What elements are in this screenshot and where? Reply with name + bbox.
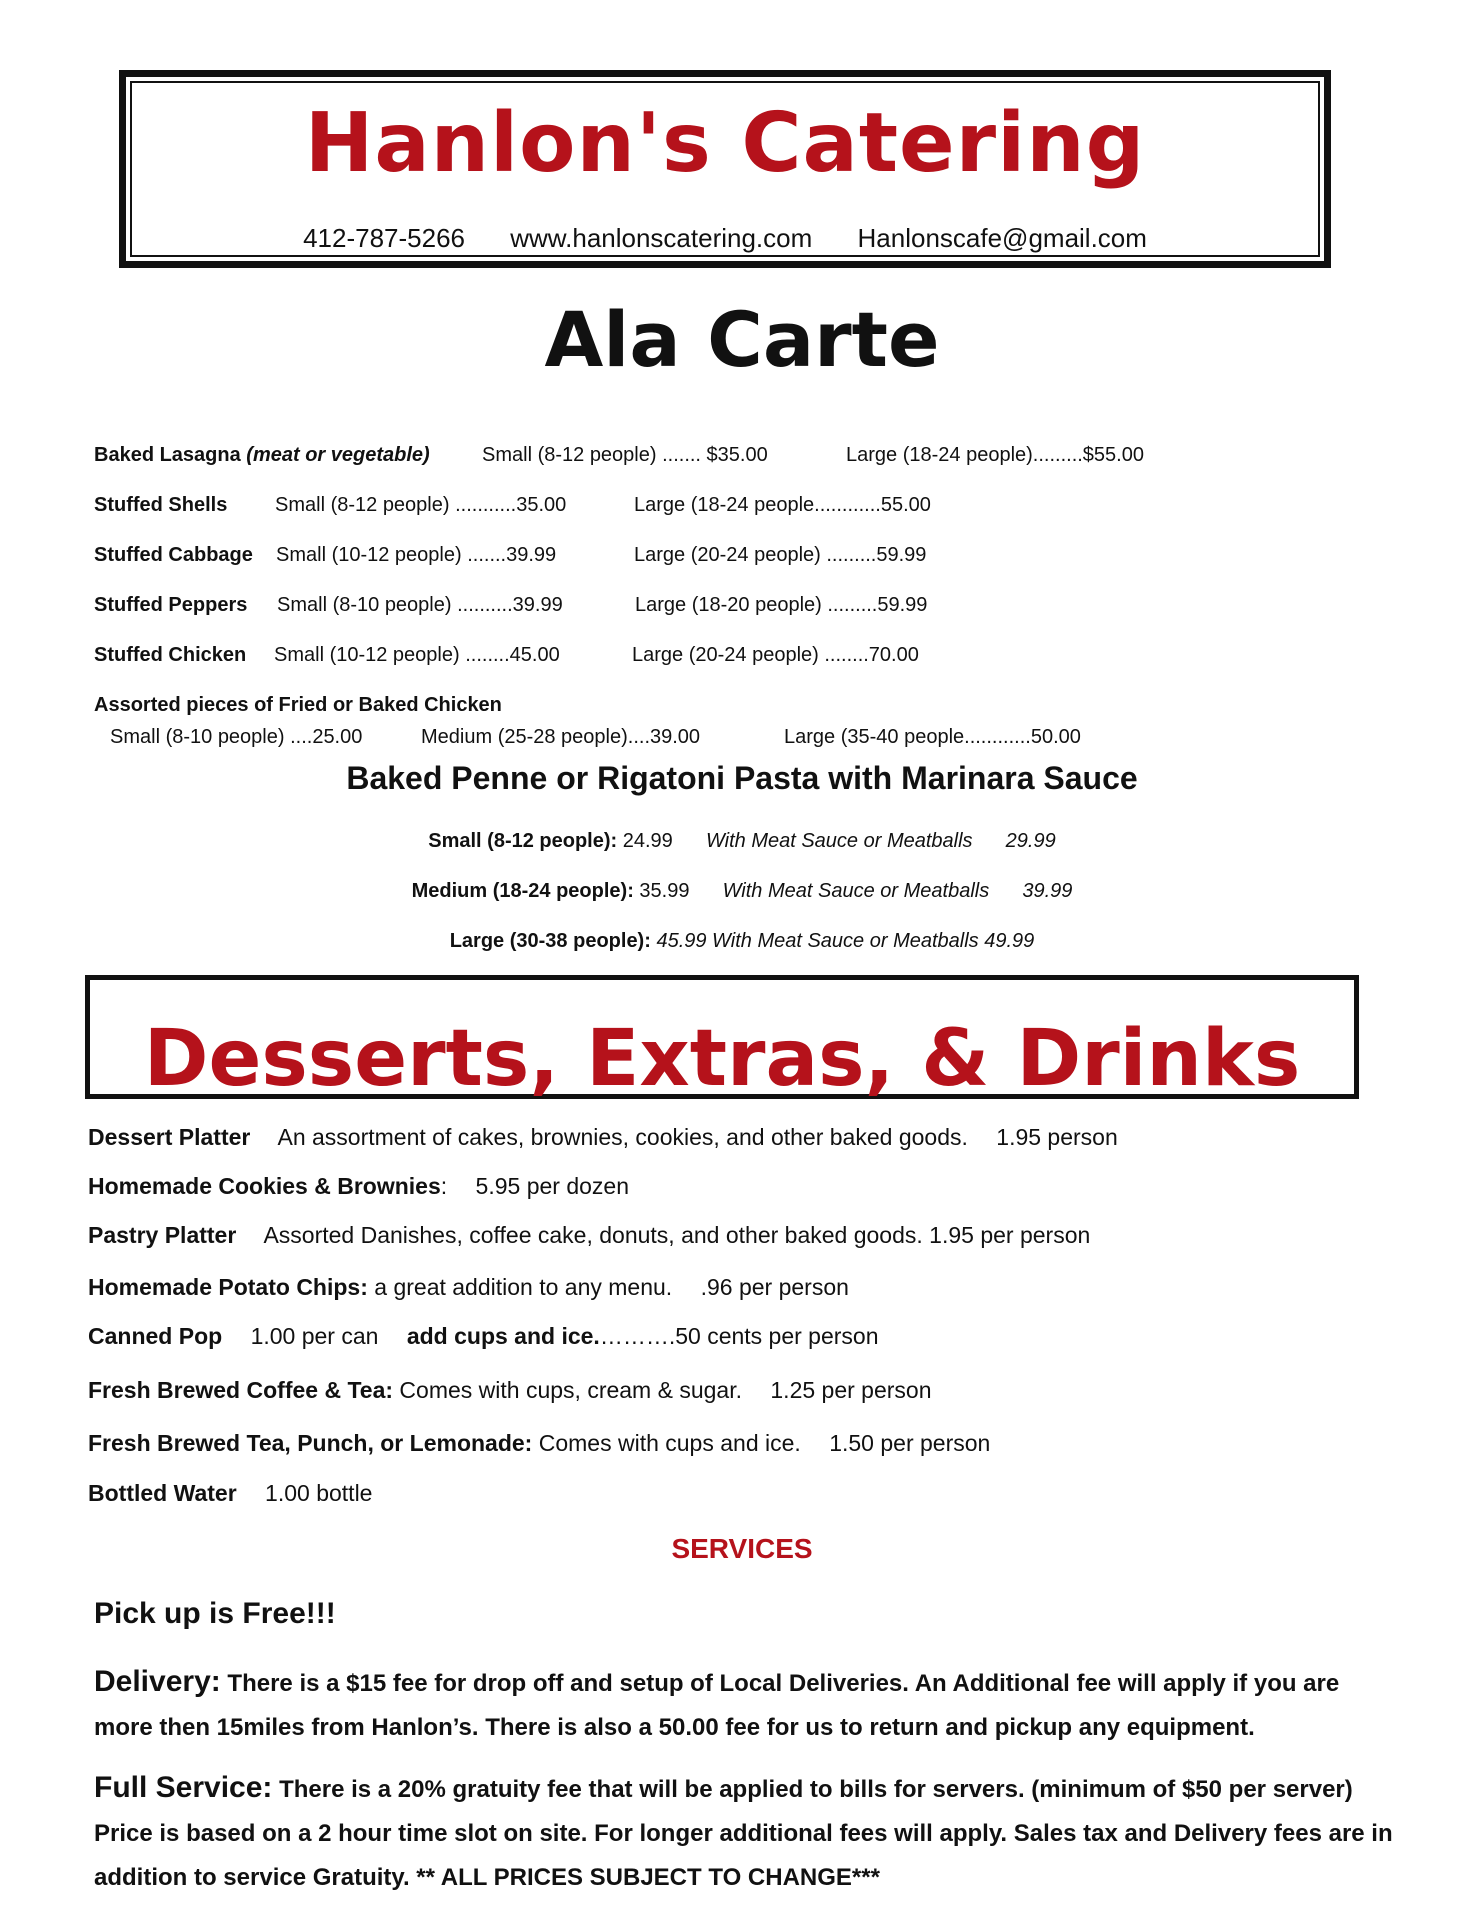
fried-small: Small (8-10 people) ....25.00: [110, 726, 363, 748]
fried-medium: Medium (25-28 people)....39.00: [421, 726, 701, 748]
tea-row: [88, 1430, 990, 1457]
pasta-large-label: Large (30-38 people):: [449, 930, 651, 952]
pasta-medium-label: Medium (18-24 people):: [411, 880, 634, 902]
website-link[interactable]: www.hanlonscatering.com: [510, 223, 813, 253]
item-price: 1.95 per person: [929, 1222, 1091, 1248]
pasta-large-rest: 45.99 With Meat Sauce or Meatballs 49.99: [656, 930, 1035, 952]
item-name: Bottled Water: [88, 1480, 237, 1506]
delivery-text: There is a $15 fee for drop off and setup of Local Deliveries. An Additional fee will apply if you are more then 15miles from Hanlon’s. There is also a 50.00 fee for us to return and pickup any equipment.: [94, 1670, 1340, 1741]
item-addon-price: ……….50 cents per person: [599, 1323, 879, 1349]
brand-title: Hanlon's Catering: [304, 96, 1146, 191]
pasta-small-meat-price: 29.99: [1005, 830, 1056, 852]
cookies-row: Homemade Cookies & Brownies: 5.95 per dozen: [88, 1173, 629, 1199]
pasta-medium-meat: With Meat Sauce or Meatballs: [722, 880, 990, 902]
pasta-small-label: Small (8-12 people):: [428, 830, 618, 852]
chicken-name: Stuffed Chicken: [94, 644, 247, 666]
item-name: Baked Lasagna: [94, 444, 241, 466]
email-link[interactable]: Hanlonscafe@gmail.com: [857, 223, 1147, 253]
pasta-small-meat: With Meat Sauce or Meatballs: [705, 830, 973, 852]
pickup-line: Pick up is Free!!!: [94, 1597, 336, 1630]
desserts-box: [85, 975, 1359, 1104]
item-price: 1.25 per person: [770, 1377, 932, 1403]
peppers-large: Large (18-20 people) .........59.99: [635, 594, 928, 616]
desserts-title: Desserts, Extras, & Drinks: [143, 1014, 1301, 1104]
item-desc: Assorted Danishes, coffee cake, donuts, and other baked goods.: [263, 1222, 923, 1248]
peppers-small: Small (8-10 people) ..........39.99: [277, 594, 563, 616]
water-row: [88, 1480, 372, 1507]
item-desc: An assortment of cakes, brownies, cookies, and other baked goods.: [277, 1124, 968, 1150]
item-price: 1.00 bottle: [265, 1480, 373, 1506]
item-price: 1.50 per person: [829, 1430, 991, 1456]
item-name: Fresh Brewed Tea, Punch, or Lemonade:: [88, 1430, 533, 1456]
item-desc: a great addition to any menu.: [374, 1274, 673, 1300]
pasta-medium-price: 35.99: [639, 880, 690, 902]
lasagna-large: Large (18-24 people).........$55.00: [846, 444, 1144, 466]
item-price: 1.00 per can: [250, 1323, 379, 1349]
pasta-small-price: 24.99: [622, 830, 673, 852]
chicken-small: Small (10-12 people) ........45.00: [274, 644, 560, 666]
dessert-platter-row: [88, 1124, 1118, 1151]
item-desc: Comes with cups and ice.: [538, 1430, 801, 1456]
chicken-large: Large (20-24 people) ........70.00: [632, 644, 919, 666]
item-name: Homemade Cookies & Brownies: [88, 1173, 441, 1199]
contact-line: [126, 223, 1324, 254]
item-name: Fresh Brewed Coffee & Tea:: [88, 1377, 394, 1403]
item-price: 5.95 per dozen: [475, 1173, 629, 1199]
lasagna-small: Small (8-12 people) ....... $35.00: [482, 444, 768, 466]
item-desc: Comes with cups, cream & sugar.: [399, 1377, 742, 1403]
fried-large: Large (35-40 people............50.00: [784, 726, 1081, 748]
coffee-row: [88, 1377, 932, 1404]
pasta-title: Baked Penne or Rigatoni Pasta with Marinara Sauce: [346, 760, 1138, 796]
header-box: [119, 70, 1331, 268]
item-addon: add cups and ice.: [406, 1323, 600, 1349]
cabbage-name: Stuffed Cabbage: [94, 544, 253, 566]
item-price: 1.95 person: [996, 1124, 1118, 1150]
cabbage-small: Small (10-12 people) .......39.99: [276, 544, 557, 566]
services-title: SERVICES: [671, 1533, 813, 1564]
item-name: Homemade Potato Chips:: [88, 1274, 368, 1300]
lasagna-row: [94, 444, 430, 467]
item-name: Pastry Platter: [88, 1222, 237, 1248]
ala-carte-title: Ala Carte: [544, 295, 940, 384]
pasta-small-row: [0, 830, 1484, 853]
cabbage-large: Large (20-24 people) .........59.99: [634, 544, 927, 566]
shells-small: Small (8-12 people) ...........35.00: [275, 494, 567, 516]
phone-number: 412-787-5266: [303, 223, 465, 253]
item-note: (meat or vegetable): [246, 444, 430, 466]
chips-row: [88, 1274, 849, 1301]
canned-pop-row: [88, 1323, 879, 1350]
full-service-paragraph: [94, 1766, 1394, 1900]
delivery-paragraph: [94, 1660, 1394, 1750]
shells-name: Stuffed Shells: [94, 494, 228, 516]
full-service-text: There is a 20% gratuity fee that will be applied to bills for servers. (minimum of $50 per server) Price is based on a 2 hour time slot on site. For longer additional fees will apply. Sales tax and Delivery fees are in addition to service Gratuity. ** ALL PRICES SUBJECT TO CHANGE***: [94, 1776, 1393, 1891]
pasta-medium-meat-price: 39.99: [1022, 880, 1073, 902]
item-name: Dessert Platter: [88, 1124, 251, 1150]
delivery-label: Delivery:: [94, 1665, 221, 1698]
item-name: Canned Pop: [88, 1323, 223, 1349]
pasta-large-row: [0, 930, 1484, 953]
peppers-name: Stuffed Peppers: [94, 594, 248, 616]
pastry-platter-row: [88, 1222, 1090, 1249]
full-service-label: Full Service:: [94, 1771, 273, 1804]
fried-chicken-name: Assorted pieces of Fried or Baked Chicken: [94, 694, 502, 716]
shells-large: Large (18-24 people............55.00: [634, 494, 931, 516]
item-price: .96 per person: [700, 1274, 849, 1300]
pasta-medium-row: [0, 880, 1484, 903]
